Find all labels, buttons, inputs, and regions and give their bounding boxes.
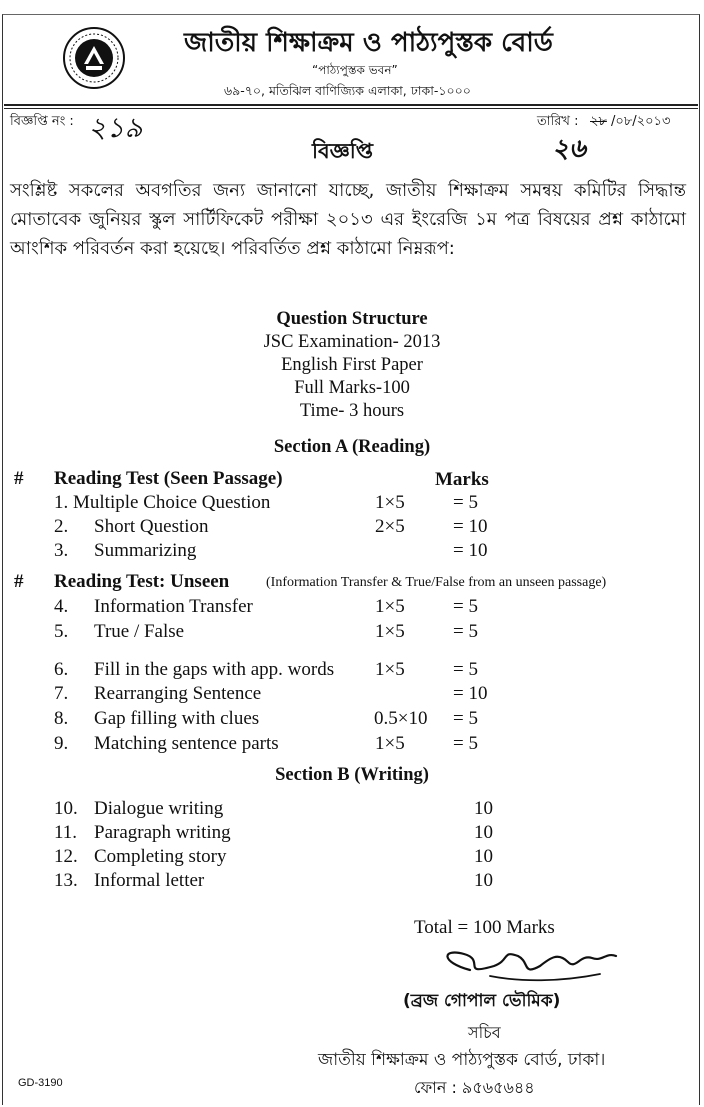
date-label: তারিখ : [537,114,579,129]
item-13-marks: 10 [474,870,493,891]
item-4-name: Information Transfer [94,596,253,617]
item-5-num: 5. [54,621,69,642]
hash-mark-2: # [14,571,24,592]
section-b-heading: Section B (Writing) [275,765,429,785]
item-6-calc: 1×5 [375,659,405,680]
item-11-name: Paragraph writing [94,822,231,843]
item-13-name: Informal letter [94,870,205,891]
item-12-name: Completing story [94,846,227,867]
marks-header: Marks [435,469,489,490]
item-4-num: 4. [54,596,69,617]
building-name: “পাঠ্যপুস্তক ভবন” [312,63,398,77]
item-3-marks: = 10 [453,540,488,561]
section-a-heading: Section A (Reading) [273,437,431,457]
unseen-note: (Information Transfer & True/False from an unseen passage) [266,575,607,590]
item-2-marks: = 10 [453,516,488,537]
item-6-marks: = 5 [453,659,478,680]
signatory-designation: সচিব [468,1023,501,1042]
item-10-marks: 10 [474,798,493,819]
seen-title: Reading Test (Seen Passage) [54,468,283,489]
ref-number: ২১৯ [88,111,143,144]
item-9-calc: 1×5 [375,733,405,754]
org-address: ৬৯-৭০, মতিঝিল বাণিজ্যিক এলাকা, ঢাকা-১০০০ [224,83,471,98]
ref-label: বিজ্ঞপ্তি নং : [10,114,74,129]
item-8-marks: = 5 [453,708,478,729]
item-8-name: Gap filling with clues [94,708,260,729]
notice-title: বিজ্ঞপ্তি [312,139,374,163]
structure-time: Time- 3 hours [299,401,405,421]
item-10-name: Dialogue writing [94,798,224,819]
item-5-name: True / False [94,621,185,642]
item-11-marks: 10 [474,822,493,843]
item-9-num: 9. [54,733,69,754]
structure-title: Question Structure [276,309,428,329]
item-2-name: Short Question [94,516,209,537]
item-11-num: 11. [54,822,78,843]
item-5-marks: = 5 [453,621,478,642]
item-13-num: 13. [54,870,78,891]
hash-mark: # [14,468,24,489]
item-12-marks: 10 [474,846,493,867]
item-12-num: 12. [54,846,78,867]
total-marks: Total = 100 Marks [414,917,555,938]
signatory-name: (ব্রজ গোপাল ভৌমিক) [403,991,561,1011]
unseen-title: Reading Test: Unseen [54,571,230,592]
notice-body: সংশ্লিষ্ট সকলের অবগতির জন্য জানানো যাচ্ছে, জাতীয় শিক্ষাক্রম সমন্বয় কমিটির সিদ্ধান্ত মোতাবেক জুনিয়র স্কুল সার্টিফিকেট পরীক্ষা ২০১৩ এর ইংরেজি ১ম পত্র বিষয়ের প্রশ্ন কাঠামো আংশিক পরিবর্তন করা হয়েছে। পরিবর্তিত প্রশ্ন কাঠামো নিম্নরূপ: [10,180,686,259]
org-name: জাতীয় শিক্ষাক্রম ও পাঠ্যপুস্তক বোর্ড [184,28,553,58]
date-rest: /০৮/২০১৩ [611,114,671,129]
item-4-calc: 1×5 [375,596,405,617]
date-struck: ২৮ [590,114,607,129]
item-3-name: Summarizing [94,540,197,561]
structure-exam: JSC Examination- 2013 [263,332,441,352]
item-6-num: 6. [54,659,69,680]
item-2-num: 2. [54,516,69,537]
structure-marks: Full Marks-100 [294,378,410,398]
item-2-calc: 2×5 [375,516,405,537]
date-handwritten: ২৬ [552,134,586,164]
item-7-name: Rearranging Sentence [94,683,262,704]
item-9-name: Matching sentence parts [94,733,279,754]
item-5-calc: 1×5 [375,621,405,642]
item-3-num: 3. [54,540,69,561]
item-10-num: 10. [54,798,78,819]
item-7-marks: = 10 [453,683,488,704]
signature-icon [430,936,630,992]
item-6-name: Fill in the gaps with app. words [94,659,335,680]
item-7-num: 7. [54,683,69,704]
item-1-label: 1. Multiple Choice Question [54,492,271,513]
signatory-office: জাতীয় শিক্ষাক্রম ও পাঠ্যপুস্তক বোর্ড, ঢাকা। [318,1050,606,1070]
item-4-marks: = 5 [453,596,478,617]
signatory-phone: ফোন : ৯৫৬৫৬৪৪ [414,1078,535,1097]
item-8-num: 8. [54,708,69,729]
footer-code: GD-3190 [18,1077,63,1089]
structure-paper: English First Paper [281,355,423,375]
item-1-marks: = 5 [453,492,478,513]
item-9-marks: = 5 [453,733,478,754]
item-8-calc: 0.5×10 [374,708,428,729]
board-logo-icon [62,26,126,90]
item-1-calc: 1×5 [375,492,405,513]
